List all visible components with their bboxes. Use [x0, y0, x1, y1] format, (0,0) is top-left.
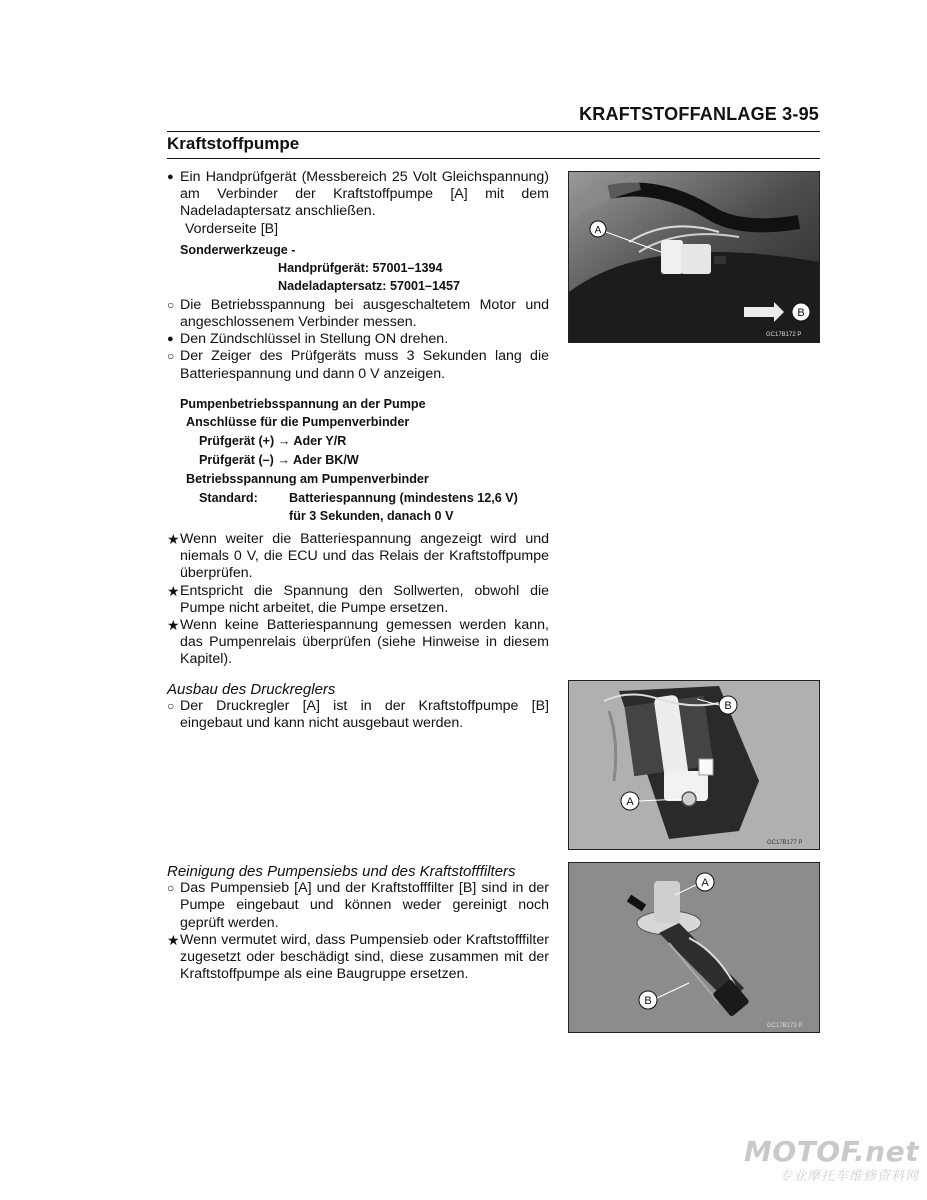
special-tool-1: Handprüfgerät: 57001–1394 [278, 260, 443, 275]
spec-standard-value: Batteriespannung (mindestens 12,6 V) für 3 Sekunden, danach 0 V [289, 491, 518, 523]
page-header-title: KRAFTSTOFFANLAGE 3-95 [579, 104, 819, 124]
bullet-item: ● Ein Handprüfgerät (Messbereich 25 Volt Gleichspannung) am Verbinder der Kraftstoffpumpe [A] mit dem Nadeladaptersatz anschließen. [167, 169, 549, 220]
photo-code: GC17B172 P [766, 332, 802, 338]
bullet-dot-icon: ● [167, 333, 174, 346]
watermark-subtitle: 专业摩托车维修资料网 [778, 1168, 919, 1183]
photo-pump-connector [568, 171, 820, 343]
special-tools-heading: Sonderwerkzeuge - [180, 242, 296, 257]
subsection-heading: Reinigung des Pumpensiebs und des Kraftstofffilters [167, 863, 516, 880]
spec-conn-2: Prüfgerät (–) → Ader BK/W [199, 453, 359, 467]
photo-code: GC17B173 P [767, 1023, 803, 1029]
spec-block [180, 395, 560, 525]
watermark [744, 1135, 919, 1184]
circle-icon: ○ [167, 881, 175, 896]
circle-item: ○ Der Druckregler [A] ist in der Kraftstoffpumpe [B] eingebaut und kann nicht ausgebaut werden. [167, 698, 549, 732]
photo-label-a: A [594, 225, 602, 236]
circle-item: ○ Das Pumpensieb [A] und der Kraftstofffilter [B] sind in der Pumpe eingebaut und können weder gereinigt noch geprüft werden. [167, 880, 549, 931]
spec-title: Pumpenbetriebsspannung an der Pumpe [180, 397, 426, 411]
star-icon: ★ [167, 617, 180, 634]
instruction-block-3 [167, 681, 549, 733]
section-title: Kraftstoffpumpe [167, 134, 300, 153]
star-item: ★ Wenn vermutet wird, dass Pumpensieb oder Kraftstofffilter zugesetzt oder beschädigt sind, diese zusammen mit der Kraftstoffpumpe als eine Baugruppe ersetzen. [167, 931, 549, 983]
spec-op-heading: Betriebsspannung am Pumpenverbinder [186, 472, 429, 486]
section-rule [167, 158, 820, 159]
photo-pressure-regulator [568, 680, 820, 850]
circle-item: ○ Die Betriebsspannung bei ausgeschaltetem Motor und angeschlossenem Verbinder messen. [167, 296, 549, 331]
spec-standard-label: Standard: [199, 491, 258, 505]
bullet-dot-icon: ● [167, 171, 174, 183]
instruction-block-1 [167, 169, 549, 383]
star-item: ★ Wenn weiter die Batteriespannung angezeigt wird und niemals 0 V, die ECU und das Relais der Kraftstoffpumpe überprüfen. [167, 531, 549, 582]
photo-label-b: B [644, 995, 652, 1007]
special-tool-2: Nadeladaptersatz: 57001–1457 [278, 278, 461, 293]
spec-conn-1: Prüfgerät (+) → Ader Y/R [199, 434, 347, 448]
spec-standard-row [180, 489, 560, 525]
photo-label-b: B [724, 700, 732, 712]
photo-pump-screen-filter [568, 862, 820, 1033]
subsection-heading: Ausbau des Druckreglers [167, 681, 336, 698]
star-icon: ★ [167, 531, 180, 547]
star-icon: ★ [167, 582, 180, 599]
photo-label-a: A [626, 796, 634, 808]
star-icon: ★ [167, 931, 180, 948]
star-item: ★ Entspricht die Spannung den Sollwerten, obwohl die Pumpe nicht arbeitet, die Pumpe ersetzen. [167, 582, 549, 616]
circle-item: ○ Der Zeiger des Prüfgeräts muss 3 Sekunden lang die Batteriespannung und dann 0 V anzeigen. [167, 348, 549, 382]
spec-conn-heading: Anschlüsse für die Pumpenverbinder [186, 415, 410, 429]
header-rule [167, 131, 820, 132]
photo-label-b: B [797, 307, 805, 319]
watermark-logo: MOTOF.net [744, 1135, 919, 1168]
photo-label-a: A [701, 877, 709, 889]
circle-icon: ○ [167, 349, 175, 364]
circle-icon: ○ [167, 297, 175, 312]
star-item: ★ Wenn keine Batteriespannung gemessen werden kann, das Pumpenrelais überprüfen (siehe Hinweise in diesem Kapitel). [167, 617, 549, 668]
photo-code: GC17B177 P [767, 840, 803, 846]
circle-icon: ○ [167, 699, 175, 714]
item-subnote: Vorderseite [B] [185, 220, 279, 237]
bullet-item: ● Den Zündschlüssel in Stellung ON drehen. [167, 331, 449, 348]
instruction-block-2 [167, 531, 549, 669]
instruction-block-4 [167, 863, 549, 983]
